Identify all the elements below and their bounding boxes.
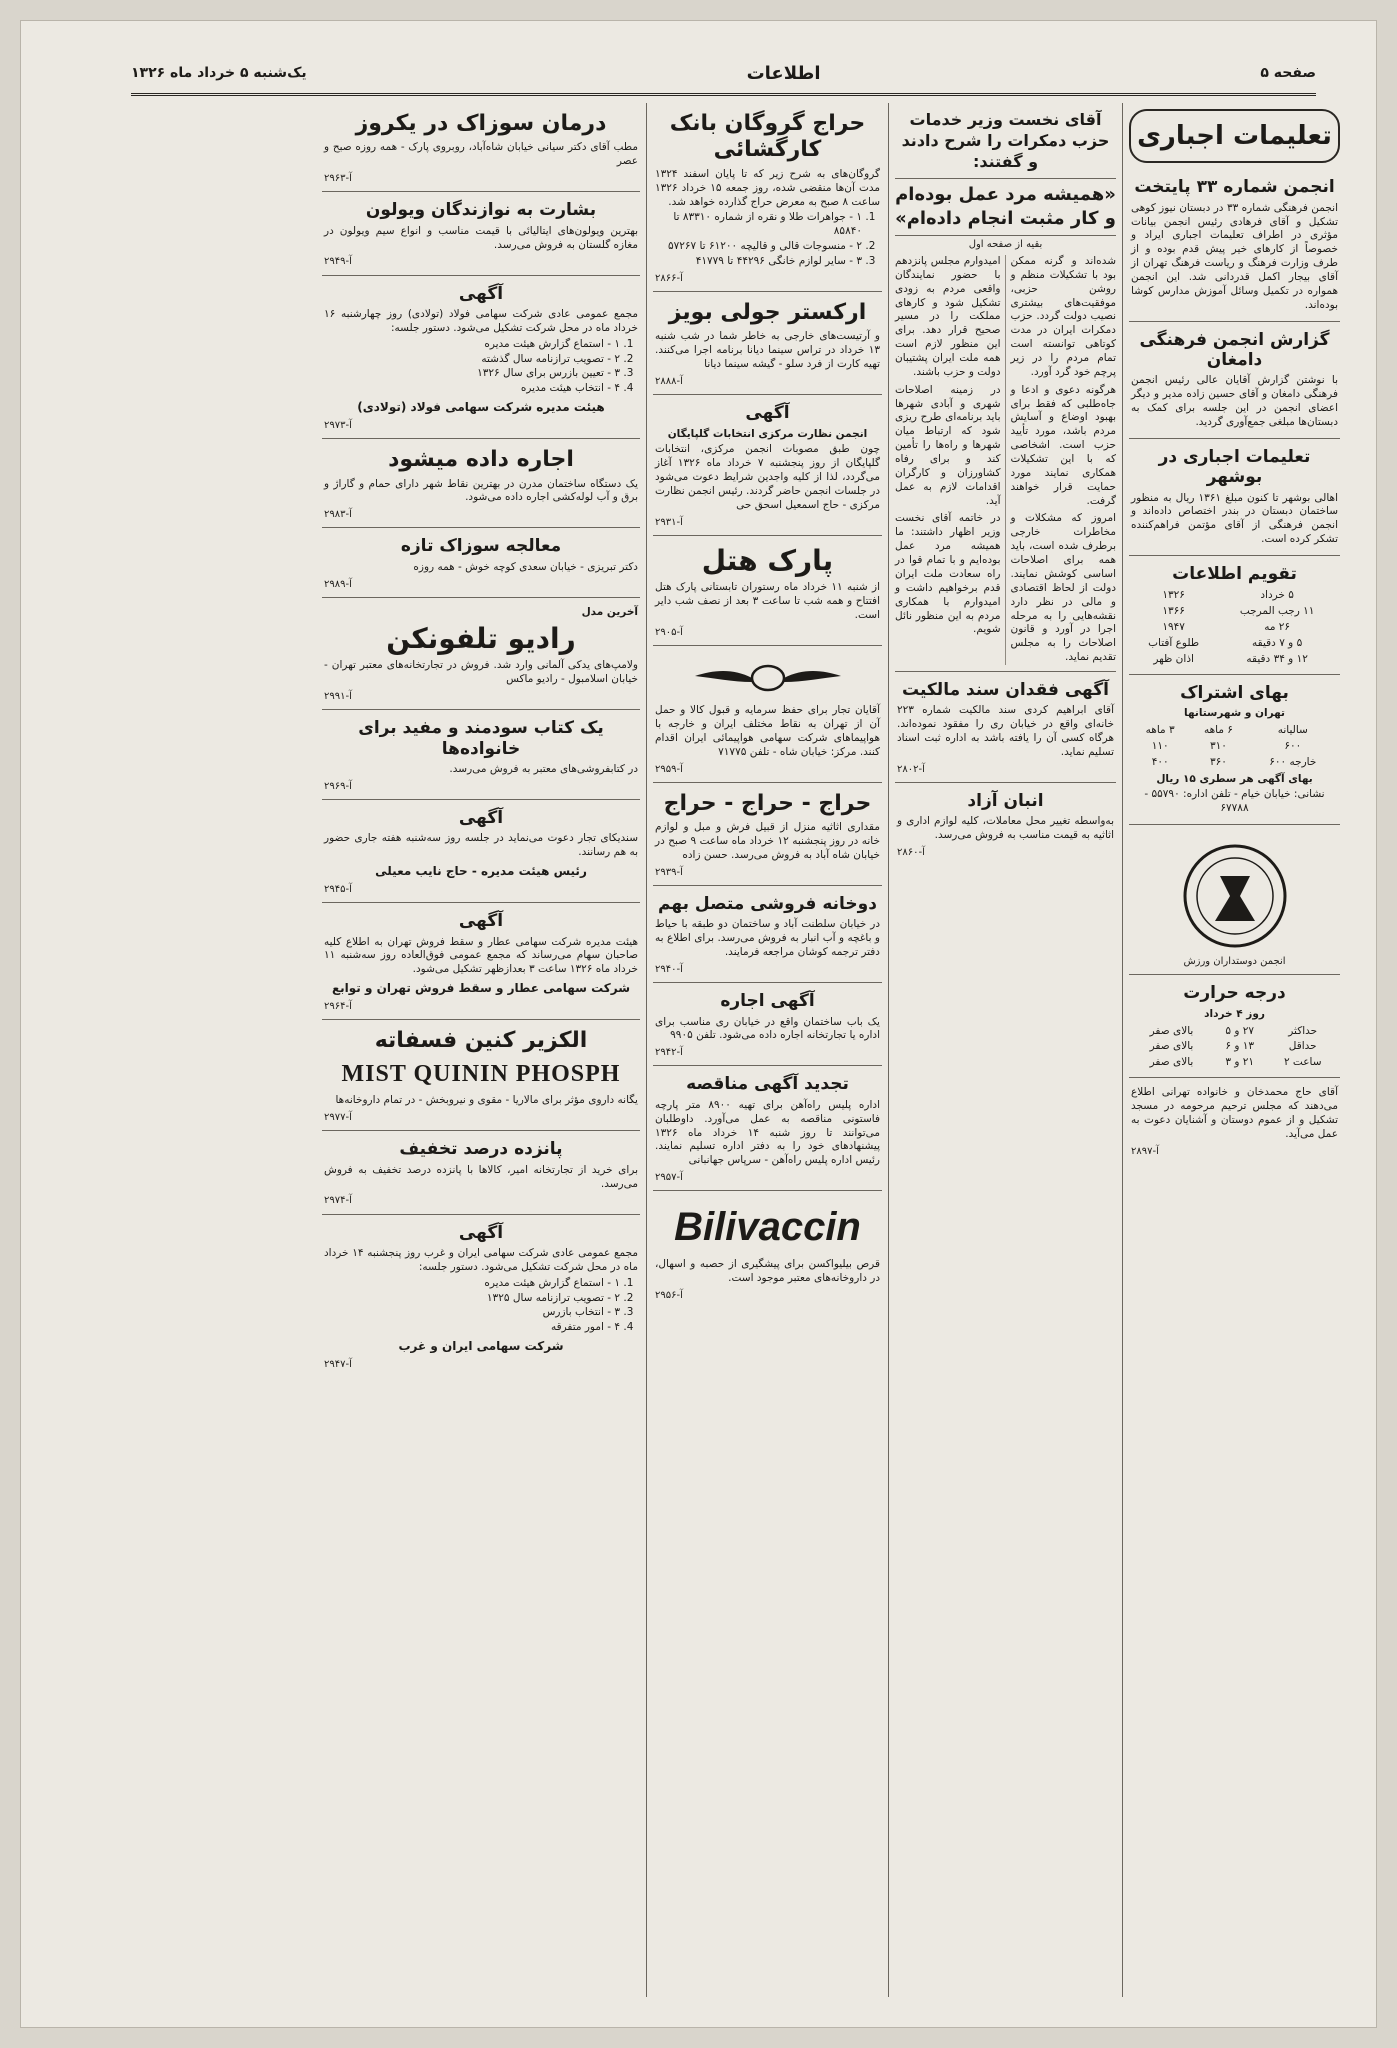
ad-body: آقایان تجار برای حفظ سرمایه و قبول کالا و حمل آن از تهران به نقاط مختلف ایران و خارجه با هواپیماهای شرکت سهامی هواپیمائی ایران اقدام کنند. مرکز: خیابان شاه - تلفن ۷۱۷۷۵ [655,704,880,758]
temp-cell: حداقل [1288,1040,1317,1053]
article-body [895,255,1116,665]
cal-cell: ۱۱ رجب المرجب [1239,605,1315,618]
temp-cell: ۲۷ و ۵ [1225,1024,1255,1037]
ad-body: مقداری اثاثیه منزل از قبیل فرش و مبل و لوازم خانه در روز پنجشنبه ۱۲ خرداد ماه ساعت ۹ صبح در خیابان شاه آباد به فروش می‌رسد. حسن زاده [655,821,880,861]
ad-price: بهای آگهی هر سطری ۱۵ ریال [1156,772,1313,785]
article-paragraph: در خاتمه آقای نخست وزیر اظهار داشتند: ما همیشه مرد عمل بوده‌ایم و با تمام قوا در راه سعادت ملت ایران قدم برخواهیم داشت و امیدوارم با همکاری مردم به این منظور نائل شویم. [895,512,1001,636]
ad-code: آ-۲۸۸۸ [655,375,683,387]
ad-body: برای خرید از تجارتخانه امیر، کالاها با پانزده درصد تخفیف به فروش می‌رسد. [324,1163,638,1190]
article-paragraph: امروز که مشکلات و مخاطرات خارجی برطرف شده است، باید همه برای اصلاحات اساسی کوشش نمایند. دولت از لحاظ اقتصادی و مالی در نظر دارد نقشه‌هایی را به مرحله اجرا در آورد و قانون اصلاحات را به مجلس تقدیم نماید. [1010,512,1116,664]
ad-rent-notice [653,983,882,1066]
ad-code: آ-۲۹۵۶ [655,1289,683,1301]
cal-cell: اذان ظهر [1153,652,1194,665]
temp-cell: ۱۳ و ۶ [1225,1040,1255,1053]
article-kicker: آقای نخست وزیر خدمات حزب دمکرات را شرح دادند و گفتند: [901,110,1110,172]
ad-lost-deed [895,671,1116,783]
sub-cell: خارجه ۶۰۰ [1269,755,1317,768]
section-title-compulsory-education: تعلیمات اجباری [1129,109,1340,163]
masthead [131,53,1316,96]
temperature-table [1131,1024,1338,1072]
ad-signature: شرکت سهامی عطار و سقط فروش تهران و توابع [331,981,631,996]
ad-title: ارکستر جولی بویز [668,299,867,325]
ad-code: آ-۲۹۳۹ [655,866,683,878]
ad-code: آ-۲۹۴۲ [655,1047,683,1059]
ad-title: یک کتاب سودمند و مفید برای خانواده‌ها [358,718,604,759]
temperature-title: درجه حرارت [1183,983,1286,1004]
sub-cell: ۴۰۰ [1151,755,1169,768]
ad-election-notice [653,395,882,536]
cal-cell: ۵ و ۷ دقیقه [1252,636,1303,649]
agenda-item: 3. ۳ - انتخاب بازرس [324,1306,620,1320]
ad-attar-company [322,903,640,1020]
article-body: با نوشتن گزارش آقایان عالی رئیس انجمن فرهنگی دامغان و آقای حسین زاده مدیر و دیگر اعضای انجمن در این جلسه برای کمک به دبستان‌ها مبلغی جمع‌آوری گردید. [1131,374,1338,428]
article-paragraph: هرگونه دعوی و ادعا و جاه‌طلبی که فقط برای بهبود اوضاع و آسایش مردم باشد، مورد تأیید حزب است. اشخاصی که با این تشکیلات همکاری نمایند مورد حمایت قرار خواهند گرفت. [1010,383,1116,507]
ad-title: الکزیر کنین فسفاته [374,1028,588,1054]
cal-cell: ۵ خرداد [1260,589,1294,602]
obituary-notice [1129,1078,1340,1164]
ad-steel-company [322,276,640,440]
agenda-list [324,338,620,396]
temperature-row [1131,1055,1338,1071]
club-emblem-box [1129,825,1340,975]
ad-building-rent [322,439,640,528]
ad-code: آ-۲۸۶۶ [655,272,683,284]
subscription-title: بهای اشتراک [1180,682,1289,703]
ad-title: آگهی اجاره [720,991,815,1012]
winged-emblem-icon [693,658,843,698]
subscription-sub: تهران و شهرستانها [1184,707,1285,720]
ad-body: آقای ابراهیم کردی سند مالکیت شماره ۲۲۳ خانه‌ای واقع در خیابان ری را مفقود نموده‌اند. هرگاه کسی آن را یافته باشد به اداره ثبت اسناد تسلیم نماید. [897,704,1114,758]
ad-body: مجمع عمومی عادی شرکت سهامی ایران و غرب روز پنجشنبه ۱۴ خرداد ماه در محل شرکت تشکیل می‌شود. دستور جلسه: [324,1246,638,1273]
ad-body: و آرتیست‌های خارجی به خاطر شما در شب شنبه ۱۳ خرداد در تراس سینما دیانا برنامه اجرا می‌کنند. تهیه کارت از فرد سلو - گیشه سینما دیانا [655,330,880,371]
ad-body: یک دستگاه ساختمان مدرن در بهترین نقاط شهر دارای حمام و گاراژ و برق و آب لوله‌کشی اجاره داده می‌شود. [324,477,638,504]
calendar-row [1131,588,1338,604]
cal-cell: ۱۲ و ۳۴ دقیقه [1246,652,1308,665]
temp-cell: بالای صفر [1149,1056,1194,1069]
ad-code: آ-۲۹۷۴ [324,1195,352,1207]
temperature-row [1131,1039,1338,1055]
ad-two-houses [653,886,882,983]
column-ads-left [316,103,646,1997]
ad-pre-title: آخرین مدل [581,605,638,618]
subscription-box [1129,675,1340,825]
agenda-item: 2. ۲ - تصویب ترازنامه سال ۱۳۲۵ [324,1292,620,1306]
article-body: اهالی بوشهر تا کنون مبلغ ۱۳۶۱ ریال به منظور ساختمان دبستان در بندر اختصاص داده‌اند و انجمن فرهنگی از آقای مؤتمن فراهم‌کننده تشکر کرده است. [1131,491,1338,546]
ad-body: سندیکای تجار دعوت می‌نماید در جلسه روز سه‌شنبه هفته جاری حضور به هم رسانند. [324,832,638,859]
ad-title: انبان آزاد [967,790,1044,811]
subscription-row [1131,723,1338,739]
sub-cell: سالیانه [1277,723,1308,736]
article-continuation: بقیه از صفحه اول [968,238,1043,250]
temp-cell: بالای صفر [1149,1024,1194,1037]
ad-code: آ-۲۹۸۳ [324,509,352,521]
calendar-row [1131,636,1338,652]
ad-subtitle: انجمن نظارت مرکزی انتخابات گلپایگان [667,427,868,440]
agenda-item: 2. ۲ - تصویب ترازنامه سال گذشته [324,353,620,367]
ad-title: معالجه سوزاک تازه [400,536,562,557]
temp-cell: ۲۱ و ۳ [1225,1056,1255,1069]
ad-airline [653,646,882,783]
ad-body: گروگان‌های به شرح زیر که تا پایان اسفند ۱۳۲۴ مدت آن‌ها منقضی شده، روز جمعه ۱۵ خرداد ۱۳۲۶ ساعت ۸ صبح به معرض حراج گذارده خواهد شد. [655,167,880,208]
sub-cell: ۳۶۰ [1209,755,1227,768]
ad-auction-furniture [653,783,882,886]
temp-cell: حداکثر [1288,1024,1318,1037]
calendar-row [1131,620,1338,636]
ad-code: آ-۲۸۹۷ [1131,1145,1159,1157]
ad-title: حراج - حراج - حراج [663,790,872,816]
calendar-table [1131,588,1338,667]
columns [81,103,1346,1997]
ad-title: پارک هتل [701,543,834,577]
ad-title: آگهی [458,283,504,304]
cal-cell: ۱۹۴۷ [1162,621,1185,634]
ad-title: آگهی [458,808,504,829]
ad-title: آگهی فقدان سند مالکیت [901,679,1109,700]
auction-list [655,211,862,268]
agenda-list [324,1277,620,1335]
ad-orchestra [653,292,882,395]
calendar-box [1129,556,1340,675]
ad-body: از شنبه ۱۱ خرداد ماه رستوران تابستانی پارک هتل افتتاح و همه شب تا ساعت ۳ بعد از نصف شب دایر است. [655,581,880,622]
ad-signature: رئیس هیئت مدیره - حاج نایب معیلی [375,864,587,879]
ad-pawn-auction [653,103,882,292]
ad-violin [322,192,640,275]
ad-code: آ-۲۹۰۵ [655,627,683,639]
ad-code: آ-۲۸۰۲ [897,763,925,775]
ad-code: آ-۲۸۶۰ [897,847,925,859]
ad-code: آ-۲۹۴۷ [324,1358,352,1370]
page-number: صفحه ۵ [1260,65,1316,81]
agenda-item: 1. ۱ - استماع گزارش هیئت مدیره [324,338,620,352]
cal-cell: ۲۶ مه [1264,621,1291,634]
ad-free-storage [895,783,1116,865]
ad-tender-renewal [653,1066,882,1191]
ad-discount [322,1131,640,1214]
ad-title: اجاره داده میشود [388,447,574,473]
ad-title: درمان سوزاک در یکروز [355,111,607,136]
ad-body: در کتابفروشی‌های معتبر به فروش می‌رسد. [449,763,638,776]
ad-body: یک باب ساختمان واقع در خیابان ری مناسب برای اداره یا تجارتخانه اجاره داده می‌شود. تلفن ۹۹۰۵ [655,1015,880,1042]
club-caption: انجمن دوستداران ورزش [1183,956,1286,968]
subscription-row [1131,755,1338,771]
ad-body: چون طبق مصوبات انجمن مرکزی، انتخابات گلپایگان از روز پنجشنبه ۷ خرداد ماه ۱۳۲۶ آغاز می‌گردد، لذا از کلیه واجدین شرایط دعوت می‌شود در جلسات انجمن حاضر گردند. رئیس انجمن نظارت مرکزی - حاج اسمعیل اسحق حی [655,443,881,511]
column-ads-middle [646,103,888,1997]
ad-treatment-2 [322,528,640,597]
column-compulsory-education [1122,103,1346,1997]
newspaper-name: اطلاعات [746,62,821,84]
ad-code: آ-۲۹۶۳ [324,173,352,185]
sub-cell: ۳ ماهه [1145,723,1175,736]
ad-iran-west [322,1215,640,1378]
ad-title: دوخانه فروشی متصل بهم [658,894,877,915]
article-title: تعلیمات اجباری در بوشهر [1158,446,1311,488]
auction-item: 3. ۳ - سایر لوازم خانگی ۴۴۲۹۶ تا ۴۱۷۷۹ [655,255,862,269]
obituary-body: آقای حاج محمدخان و خانواده تهرانی اطلاع می‌دهند که مجلس ترحیم مرحومه در مسجد تشکیل و از عموم دوستان و آشنایان دعوت به عمل می‌آید. [1131,1086,1338,1140]
sub-cell: ۳۱۰ [1209,739,1227,752]
address: نشانی: خیابان خیام - تلفن اداره: ۵۵۷۹۰ - ۶۷۷۸۸ [1144,788,1325,815]
ad-title: پانزده درصد تخفیف [399,1139,563,1160]
ad-title: آگهی [458,911,504,932]
ad-telefunken-radio [322,598,640,710]
ad-title: آگهی [745,403,790,424]
temperature-box [1129,975,1340,1078]
article-bushehr [1129,439,1340,556]
ad-code: آ-۲۹۳۱ [655,516,683,528]
auction-item: 2. ۲ - منسوجات قالی و قالیچه ۶۱۲۰۰ تا ۵۷۲۶۷ [655,240,862,254]
ad-code: آ-۲۹۴۹ [324,256,352,268]
ad-code: آ-۲۹۸۹ [324,578,352,590]
agenda-item: 1. ۱ - استماع گزارش هیئت مدیره [324,1277,620,1291]
club-emblem-icon [1180,841,1290,951]
auction-item: 1. ۱ - جواهرات طلا و نقره از شماره ۸۳۳۱۰ تا ۸۵۸۴۰ [655,211,862,239]
cal-cell: ۱۳۲۶ [1162,589,1185,602]
ad-title: بشارت به نوازندگان ویولون [365,200,597,221]
ad-code: آ-۲۹۶۴ [324,1001,352,1012]
cal-cell: طلوع آفتاب [1148,636,1200,649]
ad-body: در خیابان سلطنت آباد و ساختمان دو طبقه با حیاط و باغچه و آب انبار به فروش می‌رسد. برای اطلاع به دفتر ترجمه کوشان مراجعه فرمایند. [655,918,880,959]
ad-syndicate [322,800,640,903]
subscription-row [1131,739,1338,755]
agenda-item: 4. ۴ - امور متفرقه [324,1321,620,1335]
agenda-item: 3. ۳ - تعیین بازرس برای سال ۱۳۲۶ [324,367,620,381]
cal-cell: ۱۳۶۶ [1162,605,1185,618]
issue-date: یک‌شنبه ۵ خرداد ماه ۱۳۲۶ [131,65,307,81]
ad-body: قرص بیلیواکسن برای پیشگیری از حصبه و اسهال، در داروخانه‌های معتبر موجود است. [655,1258,880,1284]
ad-title: آگهی [458,1222,504,1243]
ad-body: یگانه داروی مؤثر برای مالاریا - مقوی و نیروبخش - در تمام داروخانه‌ها [335,1094,638,1107]
temp-cell: بالای صفر [1149,1040,1194,1053]
newspaper-page [20,20,1377,2028]
brand-logo: Bilivaccin [674,1205,861,1250]
ad-code: آ-۲۹۴۰ [655,963,683,975]
article-headline: «همیشه مرد عمل بوده‌ام و کار مثبت انجام داده‌ام» [895,178,1116,236]
column-main-article [888,103,1122,1997]
temperature-date: روز ۴ خرداد [1204,1007,1265,1020]
ad-body: ولامپ‌های یدکی آلمانی وارد شد. فروش در تجارتخانه‌های معتبر تهران - خیابان اسلامبول - رادیو ماکس [324,659,638,686]
calendar-title: تقویم اطلاعات [1172,564,1297,585]
subscription-table [1131,723,1338,771]
ad-code: آ-۲۹۹۱ [324,691,352,703]
ad-body: بهترین ویولون‌های ایتالیائی با قیمت مناسب و انواع سیم ویولون در مغازه گلستان به فروش می‌رسد. [324,224,638,251]
sub-cell: ۱۱۰ [1151,739,1169,752]
article-paragraph: امیدوارم مجلس پانزدهم با حضور نمایندگان واقعی مردم به زودی تشکیل شود و کارهای مملکت را در مسیر صحیح قرار دهد. برای این منظور لازم است همه ملت ایران پشتیبان دولت و حزب باشند. [895,255,1001,378]
article-paragraph: در زمینه اصلاحات شهری و آبادی شهرها باید برنامه‌ای طرح ریزی شود که ارتباط میان شهرها و راه‌ها را تأمین کند و برای رفاه کشاورزان و کارگران اقدامات لازم به عمل آید. [895,383,1001,507]
ad-code: آ-۲۹۵۹ [655,763,683,775]
ad-treatment [322,103,640,192]
ad-body: دکتر تبریزی - خیابان سعدی کوچه خوش - همه روزه [413,560,638,573]
ad-code: آ-۲۹۷۳ [324,419,352,431]
ad-bilivaccin [653,1191,882,1308]
temp-cell: ساعت ۲ [1283,1056,1322,1069]
ad-code: آ-۲۹۶۹ [324,780,352,792]
article-paragraph: شده‌اند و گرنه ممکن بود با تشکیلات منظم و روشن حزبی، موفقیت‌های بیشتری نصیب دولت گردد. حزب دمکرات ایران در مدت کوتاهی توانسته است تمام مردم را در زیر پرچم خود گرد آورد. [1010,255,1116,378]
article-body: انجمن فرهنگی شماره ۳۳ در دبستان نیوز کوهی تشکیل و آقای فرهادی رئیس انجمن بیانات مؤثری در اطراف تعلیمات اجباری ایراد و خصوصاً از کارهای خیر پیش قدم بوده و از طرف وزارت فرهنگ و ریاست فرهنگ تهران از آقای بیجار اکمل قدردانی شد. این انجمن همواره در تکمیل وسائل آموزش مدارس کوشا بوده‌اند. [1131,201,1338,311]
ad-park-hotel [653,536,882,646]
ad-code: آ-۲۹۴۵ [324,884,352,896]
sub-cell: ۶۰۰ [1284,739,1302,752]
article-damghan [1129,322,1340,439]
ad-quinine [322,1020,640,1131]
agenda-item: 4. ۴ - انتخاب هیئت مدیره [324,382,620,396]
ad-body: مطب آقای دکتر سیانی خیابان شاه‌آباد، روبروی پارک - همه روزه صبح و عصر [324,141,638,168]
temperature-row [1131,1024,1338,1040]
calendar-row [1131,604,1338,620]
ad-body: هیئت مدیره شرکت سهامی عطار و سقط فروش تهران به اطلاع کلیه صاحبان سهام می‌رساند که مجمع عمومی فوق‌العاده روز سه‌شنبه ۱۱ خرداد ماه ۱۳۲۶ ساعت ۳ بعدازظهر تشکیل می‌شود. [324,935,638,976]
ad-body: مجمع عمومی عادی شرکت سهامی فولاد (تولادی) روز چهارشنبه ۱۶ خرداد ماه در محل شرکت تشکیل می‌شود. دستور جلسه: [324,307,638,334]
ad-title: رادیو تلفونکن [386,621,576,655]
ad-body: اداره پلیس راه‌آهن برای تهیه ۸۹۰۰ متر پارچه فاستونی مناقصه به عمل می‌آورد. داوطلبان می‌توانند تا روز شنبه ۱۴ خرداد ماه ۱۳۲۶ پیشنهادهای خود را به دفتر اداره تسلیم نمایند. رئیس اداره پلیس راه‌آهن - سرپاس جهانبانی [655,1098,880,1167]
article-school-33 [1129,169,1340,321]
ad-code: آ-۲۹۷۷ [324,1112,352,1124]
ad-book [322,710,640,800]
article-title: انجمن شماره ۳۳ پایتخت [1134,177,1335,198]
article-title: گزارش انجمن فرهنگی دامغان [1139,329,1330,370]
ad-title: تجدید آگهی مناقصه [686,1074,849,1095]
calendar-row [1131,652,1338,668]
ad-title: حراج گروگان بانک کارگشائی [669,111,866,163]
ad-body: به‌واسطه تغییر محل معاملات، کلیه لوازم اداری و اثاثیه به قیمت مناسب به فروش می‌رسد. [897,815,1114,842]
ad-signature: هیئت مدیره شرکت سهامی فولاد (تولادی) [357,400,605,415]
ad-latin-title: MIST QUININ PHOSPH [341,1060,621,1087]
ad-signature: شرکت سهامی ایران و غرب [398,1339,564,1354]
ad-code: آ-۲۹۵۷ [655,1172,683,1184]
sub-cell: ۶ ماهه [1203,723,1233,736]
